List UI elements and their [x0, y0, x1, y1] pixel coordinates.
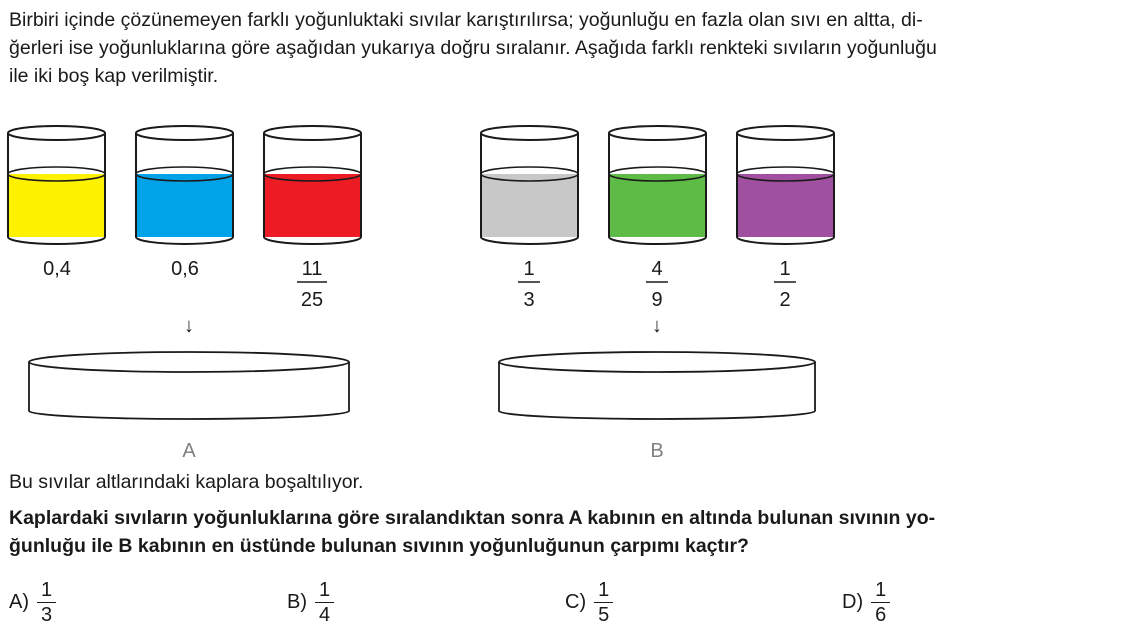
arrow-down-icon: ↓ — [652, 315, 662, 337]
beaker-green — [609, 126, 706, 244]
option-a-fraction: $\frac{1}{3}$ — [37, 578, 56, 627]
option-b-letter: B) — [287, 590, 307, 613]
statement-text: Bu sıvılar altlarındaki kaplara boşaltılıyor. — [9, 471, 364, 493]
option-d-fraction: $\frac{1}{6}$ — [871, 578, 890, 627]
prompt-line-2: ğunluğu ile B kabının en üstünde bulunan sıvının yoğunluğunun çarpımı kaçtır? — [9, 535, 749, 557]
liquid-green — [609, 174, 706, 237]
intro-line-1: Birbiri içinde çözünemeyen farklı yoğunluktaki sıvılar karıştırılırsa; yoğunluğu en fazla olan sıvı en altta, di- — [9, 9, 923, 31]
density-green-numerator: 4 — [651, 258, 663, 280]
option-d-letter: D) — [842, 590, 864, 613]
container-b — [499, 352, 815, 419]
density-green — [646, 258, 668, 311]
density-red-numerator: 11 — [301, 258, 323, 280]
intro-line-2: ğerleri ise yoğunluklarına göre aşağıdan yukarıya doğru sıralanır. Aşağıda farklı renkteki sıvıların yoğunluğu — [9, 37, 937, 59]
density-red-denominator: 25 — [300, 289, 324, 311]
density-purple-denominator: 2 — [779, 289, 791, 311]
beaker-purple — [737, 126, 834, 244]
option-c-fraction: $\frac{1}{5}$ — [594, 578, 613, 627]
beaker-yellow — [8, 126, 105, 244]
option-b[interactable] — [287, 572, 334, 632]
option-b-fraction: $\frac{1}{4}$ — [315, 578, 334, 627]
density-purple — [774, 258, 796, 311]
beaker-red — [264, 126, 361, 244]
container-a — [29, 352, 349, 419]
liquid-red — [264, 174, 361, 237]
container-a-label: A — [182, 440, 196, 462]
container-b-label: B — [650, 440, 664, 462]
liquid-grey — [481, 174, 578, 237]
density-purple-numerator: 1 — [779, 258, 791, 280]
density-grey — [518, 258, 540, 311]
option-d[interactable] — [842, 572, 890, 632]
option-c[interactable] — [565, 572, 613, 632]
density-grey-denominator: 3 — [523, 289, 535, 311]
liquid-purple — [737, 174, 834, 237]
intro-line-3: ile iki boş kap verilmiştir. — [9, 65, 219, 87]
density-red — [297, 258, 327, 311]
option-c-letter: C) — [565, 590, 587, 613]
prompt-line-1: Kaplardaki sıvıların yoğunluklarına göre sıralandıktan sonra A kabının en altında bulunan sıvının yo- — [9, 507, 936, 529]
beaker-blue — [136, 126, 233, 244]
option-a[interactable] — [9, 572, 56, 632]
question-prompt — [9, 504, 1127, 560]
arrow-down-icon: ↓ — [184, 315, 194, 337]
option-a-letter: A) — [9, 590, 29, 613]
density-blue: 0,6 — [171, 258, 199, 280]
density-green-denominator: 9 — [651, 289, 663, 311]
density-grey-numerator: 1 — [523, 258, 535, 280]
density-yellow: 0,4 — [43, 258, 71, 280]
liquid-blue — [136, 174, 233, 237]
liquid-yellow — [8, 174, 105, 237]
beaker-grey — [481, 126, 578, 244]
